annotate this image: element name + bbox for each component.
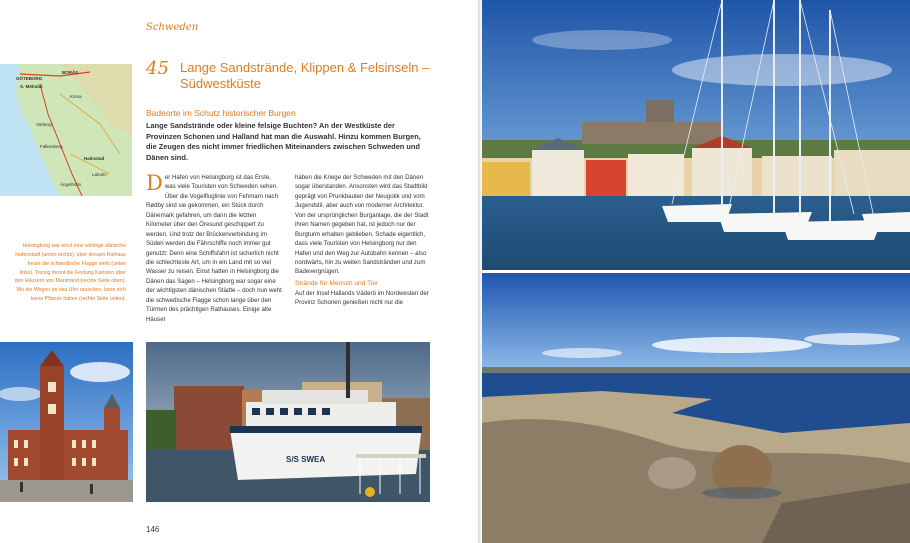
- article-subheading: Badeorte im Schutz historischer Burgen: [146, 108, 296, 118]
- ferry-name: S/S SWEA: [286, 455, 326, 464]
- map-label: GÖTEBORG: [16, 76, 43, 81]
- map-label: Laholm: [92, 172, 107, 177]
- body-text: Auf der Insel Hallands Väderö im Nordwesten der Provinz Schonen genießen nicht nur die: [295, 290, 429, 307]
- body-text: haben die Kriege der Schweden mit den Dänen sogar überstanden. Ansonsten wird das Stadtbild geprägt von Prunkbauten der Neugotik und vom Jugendstil, aber auch von moderner Architektur. Von der ursprünglichen Burganlage, die der Stadt ihren Namen gegeben hat, ist jedoch nur der Burgturm erhalten geblieben. Schade eigentlich, dass viele Touristen von Helsingborg nur den Hafen und den Weg zur Autobahn kennen – also nordwärts, hin zu weiten Sandstränden und zum Badevergnügen.: [295, 174, 429, 276]
- photo-caption: Helsingborg war einst eine wichtige dänische Hafenstadt (unten rechts), über dessen Rathaus heute die schwedische Flagge weht (unten links). Trutzig thront die Festung Karlsten über den Häusern von Marstrand (rechte Seite oben). Wo die Wogen an das Ufer rauschen, kann sich keine Pflanze halten (rechte Seite unten).: [14, 243, 126, 303]
- map-label: Varberg: [36, 122, 52, 127]
- townhall-photo: [0, 342, 133, 502]
- map-label: BORÅS: [62, 70, 79, 75]
- section-subheading: Strände für Mensch und Tier: [295, 279, 379, 287]
- chapter-title: Lange Sandstrände, Klippen & Felsinseln – Südwestküste: [180, 60, 430, 92]
- lead-paragraph: Lange Sandstrände oder kleine felsige Buchten? An der Westküste der Provinzen Schonen und Halland hat man die Auswahl. Hinzu kommen Burgen, die Zeugen des nicht immer friedlichen Miteinanders zwischen Schweden und Dänen sind.: [146, 121, 421, 163]
- region-map: [0, 64, 132, 196]
- page-number: 146: [146, 525, 160, 534]
- map-label: Ängelholm: [60, 182, 82, 187]
- chapter-number: 45: [146, 58, 169, 79]
- body-column-2: [295, 173, 431, 308]
- harbor-photo: [482, 0, 910, 270]
- body-column-1: [146, 173, 282, 324]
- map-label: S. Mölndal: [20, 84, 43, 89]
- map-label: Halmstad: [84, 156, 105, 161]
- coast-photo: [482, 273, 910, 543]
- section-label: Schweden: [146, 22, 199, 33]
- ferry-photo: [146, 342, 430, 502]
- drop-cap: D: [146, 171, 163, 195]
- body-text: er Hafen von Helsingborg ist das Erste, was viele Touristen von Schweden sehen. Über die Vogelfluglinie von Fehmarn nach Rødby sind sie gekommen, ein Stück durch Dänemark gefahren, um dann die letzten Kilometer über den Öresund geschippert zu werden. Und trotz der Brückenverbindung im Süden werden die Fährschiffe noch immer gut genutzt: Denn eine Schiffsfahrt ist sicherlich nicht die schlechteste Art, um in ein Land mit so viel Wasser zu reisen. Einst hatten in Helsingborg die Dänen das Sagen – Helsingborg war sogar eine der wichtigsten dänischen Städte – doch nun weht die schwedische Flagge schon lange über den Türmen des prächtigen Rathauses. Einige alte Häuser: [146, 174, 282, 323]
- map-label: Falkenberg: [40, 144, 63, 149]
- map-label: Kinna: [70, 94, 82, 99]
